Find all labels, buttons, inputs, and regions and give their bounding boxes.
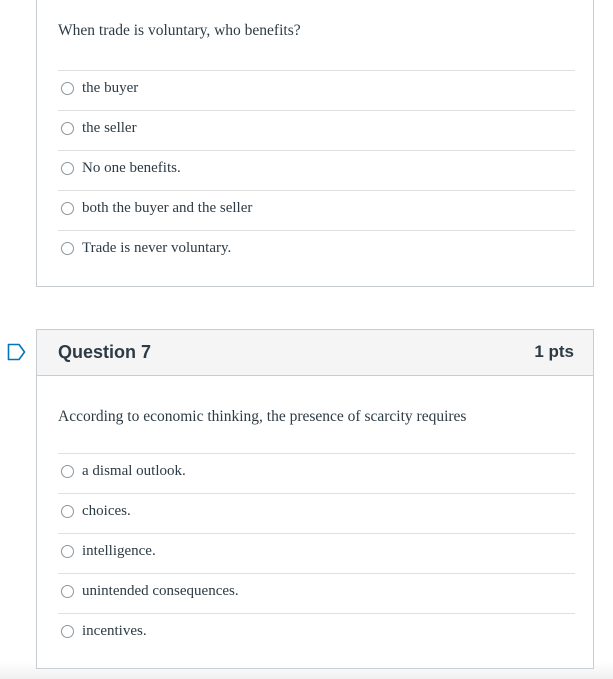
radio-button[interactable] xyxy=(61,122,74,135)
radio-button[interactable] xyxy=(61,505,74,518)
answer-label[interactable]: both the buyer and the seller xyxy=(82,200,253,216)
radio-button[interactable] xyxy=(61,545,74,558)
radio-button[interactable] xyxy=(61,625,74,638)
answer-option[interactable] xyxy=(58,493,575,533)
question-6-text: When trade is voluntary, who benefits? xyxy=(58,22,301,39)
answer-option[interactable] xyxy=(58,190,575,230)
answer-option[interactable] xyxy=(58,453,575,493)
radio-button[interactable] xyxy=(61,82,74,95)
question-6-card xyxy=(36,0,594,287)
question-7-card xyxy=(36,329,594,669)
radio-button[interactable] xyxy=(61,242,74,255)
answer-label[interactable]: the seller xyxy=(82,120,137,136)
answer-option[interactable] xyxy=(58,573,575,613)
radio-button[interactable] xyxy=(61,465,74,478)
answer-label[interactable]: intelligence. xyxy=(82,543,156,559)
answer-label[interactable]: unintended consequences. xyxy=(82,583,239,599)
question-7-text: According to economic thinking, the presence of scarcity requires xyxy=(58,408,467,425)
radio-button[interactable] xyxy=(61,202,74,215)
question-6-answers xyxy=(58,70,575,270)
answer-label[interactable]: incentives. xyxy=(82,623,147,639)
radio-button[interactable] xyxy=(61,162,74,175)
answer-option[interactable] xyxy=(58,70,575,110)
question-7-answers xyxy=(58,453,575,653)
answer-label[interactable]: choices. xyxy=(82,503,131,519)
radio-button[interactable] xyxy=(61,585,74,598)
answer-option[interactable] xyxy=(58,230,575,270)
answer-label[interactable]: the buyer xyxy=(82,80,139,96)
question-7-header xyxy=(37,330,593,376)
answer-option[interactable] xyxy=(58,150,575,190)
answer-label[interactable]: Trade is never voluntary. xyxy=(82,240,232,256)
question-title: Question 7 xyxy=(58,342,152,362)
answer-option[interactable] xyxy=(58,533,575,573)
answer-option[interactable] xyxy=(58,110,575,150)
flag-question-icon[interactable] xyxy=(7,343,27,361)
answer-option[interactable] xyxy=(58,613,575,653)
answer-label[interactable]: a dismal outlook. xyxy=(82,463,186,479)
answer-label[interactable]: No one benefits. xyxy=(82,160,181,176)
question-points: 1 pts xyxy=(534,342,574,361)
